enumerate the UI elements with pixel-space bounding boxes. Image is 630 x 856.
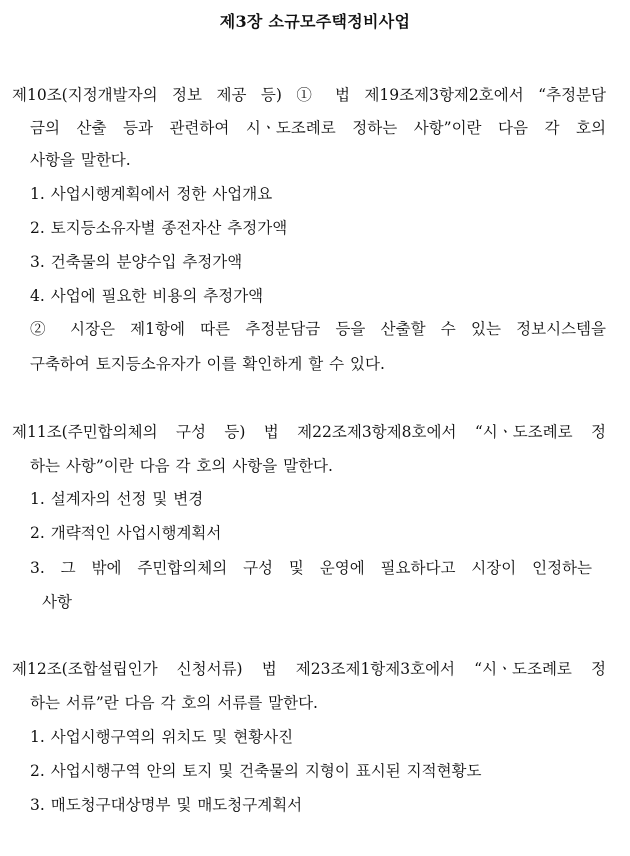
article-12-item-3: 3. 매도청구대상명부 및 매도청구계획서 (30, 796, 303, 814)
article-11-item-3: 3. 그 밖에 주민합의체의 구성 및 운영에 필요하다고 시장이 인정하는 (30, 559, 592, 577)
article-10-text-line: 사항을 말한다. (30, 151, 131, 169)
article-12-heading-line: 제12조(조합설립인가 신청서류) 법 제23조제1항제3호에서 “시ㆍ도조례로 정 (12, 660, 606, 678)
article-10-heading-line: 제10조(지정개발자의 정보 제공 등) ① 법 제19조제3항제2호에서 “추정분담 (12, 86, 606, 104)
article-10-paragraph-2-line: 구축하여 토지등소유자가 이를 확인하게 할 수 있다. (30, 355, 385, 373)
article-12-item-1: 1. 사업시행구역의 위치도 및 현황사진 (30, 728, 294, 746)
article-10-item-1: 1. 사업시행계획에서 정한 사업개요 (30, 185, 273, 203)
article-11-item-2: 2. 개략적인 사업시행계획서 (30, 524, 222, 542)
article-10-item-2: 2. 토지등소유자별 종전자산 추정가액 (30, 219, 288, 237)
article-12-item-2: 2. 사업시행구역 안의 토지 및 건축물의 지형이 표시된 지적현황도 (30, 762, 482, 780)
chapter-title: 제3장 소규모주택정비사업 (219, 12, 411, 31)
article-11-item-1: 1. 설계자의 선정 및 변경 (30, 490, 204, 508)
article-10-text-line: 금의 산출 등과 관련하여 시ㆍ도조례로 정하는 사항”이란 다음 각 호의 (30, 119, 606, 137)
article-10-item-3: 3. 건축물의 분양수입 추정가액 (30, 253, 243, 271)
article-11-text-line: 하는 사항”이란 다음 각 호의 사항을 말한다. (30, 457, 333, 475)
article-10-item-4: 4. 사업에 필요한 비용의 추정가액 (30, 287, 264, 305)
article-11-heading-line: 제11조(주민합의체의 구성 등) 법 제22조제3항제8호에서 “시ㆍ도조례로 정 (12, 423, 606, 441)
article-11-item-3-cont: 사항 (42, 593, 72, 611)
article-10-paragraph-2-line: ② 시장은 제1항에 따른 추정분담금 등을 산출할 수 있는 정보시스템을 (30, 320, 606, 338)
article-12-text-line: 하는 서류”란 다음 각 호의 서류를 말한다. (30, 694, 318, 712)
